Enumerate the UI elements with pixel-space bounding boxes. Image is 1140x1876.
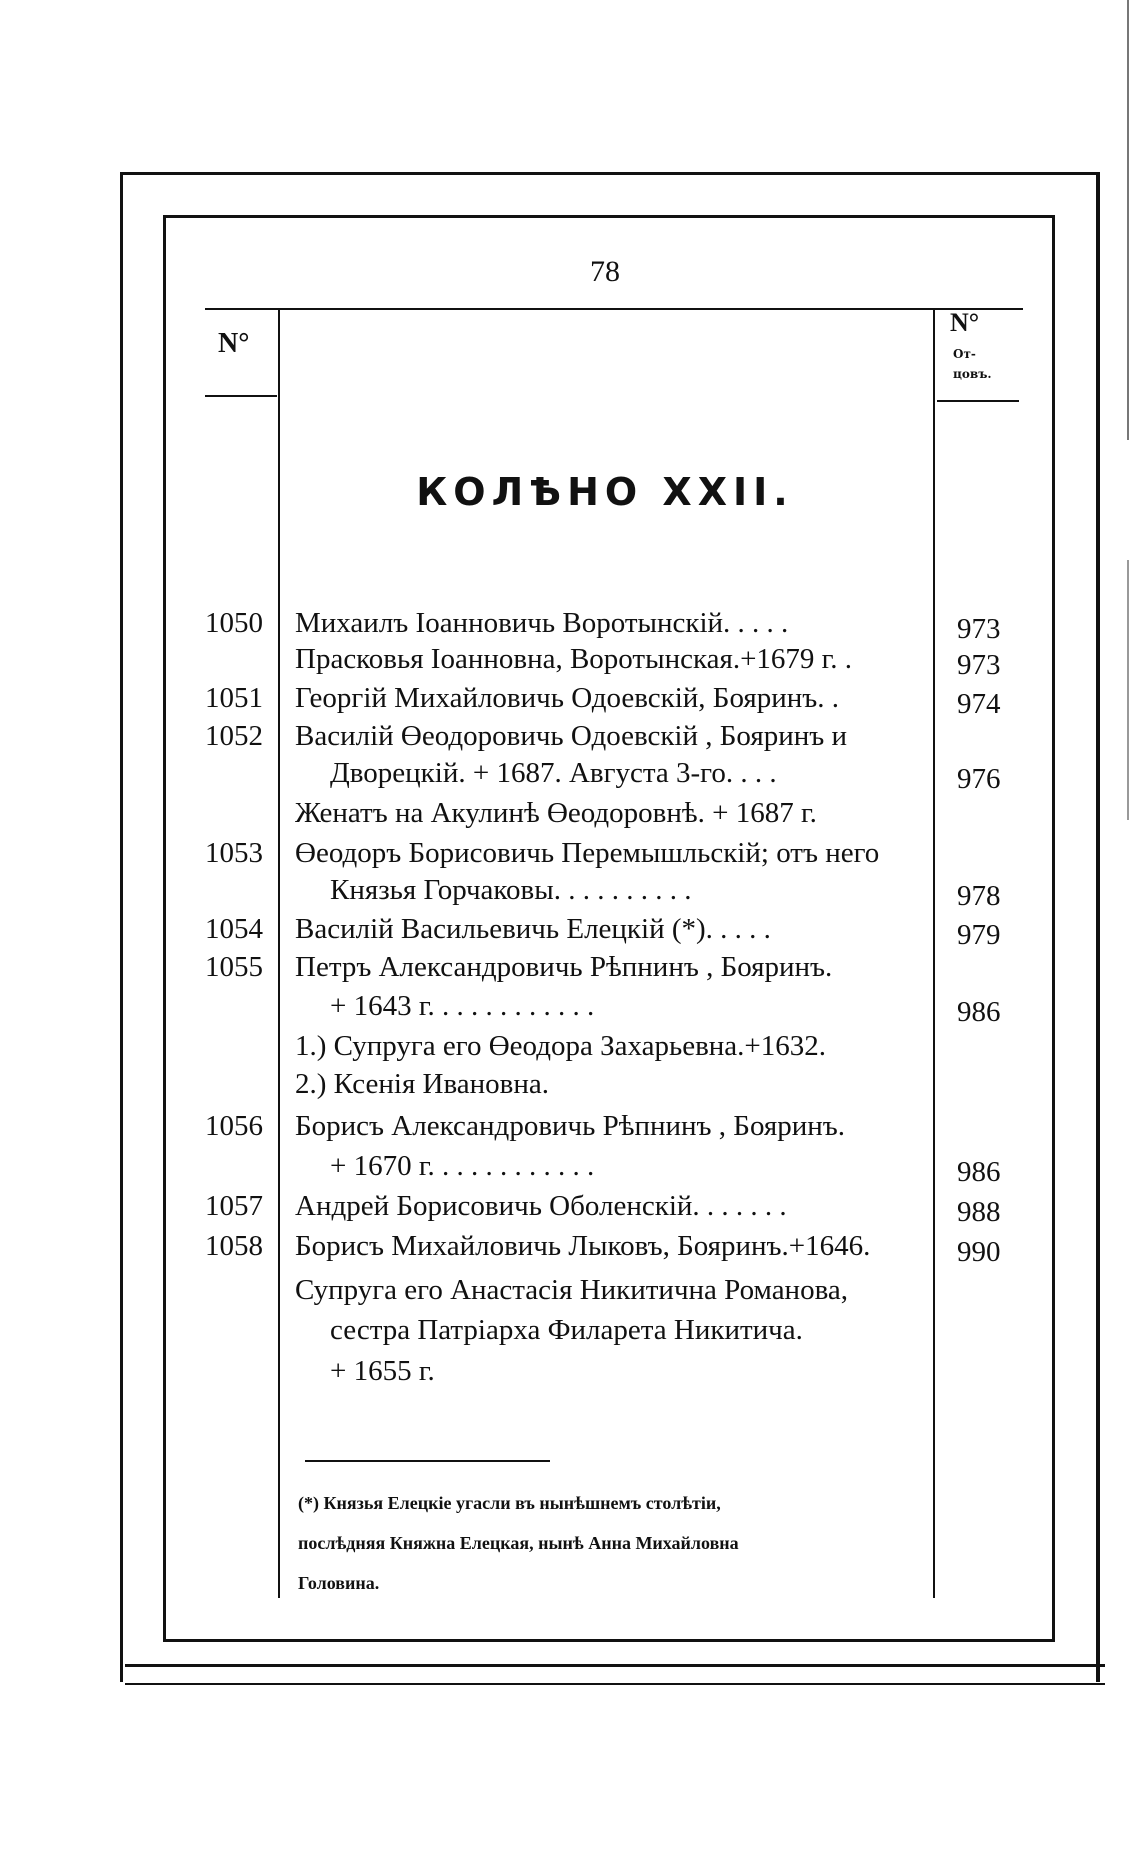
entry-number: 1058: [205, 1230, 263, 1262]
entry-text: Андрей Борисовичь Оболенскій. . . . . . .: [295, 1190, 787, 1222]
header-number-label: N°: [218, 328, 250, 359]
entry-number: 1052: [205, 720, 263, 752]
section-title: КОЛѢНО XXII.: [416, 470, 794, 514]
entry-text: + 1643 г. . . . . . . . . . . .: [330, 990, 595, 1022]
entry-text: Борисъ Александровичь Рѣпнинъ , Бояринъ.: [295, 1110, 846, 1142]
entry-row: [0, 797, 1140, 839]
entry-row: [0, 1068, 1140, 1110]
entry-father-ref: 976: [957, 763, 1001, 795]
footnote-line: Головина.: [298, 1573, 380, 1593]
bottom-rule: [125, 1664, 1105, 1667]
entry-father-ref: 986: [957, 996, 1001, 1028]
entry-row: [0, 1190, 1140, 1232]
entry-father-ref: 974: [957, 688, 1001, 720]
entry-number: 1057: [205, 1190, 263, 1222]
entry-row: [0, 990, 1140, 1032]
entry-father-ref: 973: [957, 613, 1001, 645]
page-number: 78: [590, 255, 620, 288]
entry-row: [0, 951, 1140, 993]
entry-father-ref: 978: [957, 880, 1001, 912]
entry-row: [0, 1150, 1140, 1192]
entry-number: 1051: [205, 682, 263, 714]
footnote-line: послѣдняя Княжна Елецкая, нынѣ Анна Михайловна: [298, 1533, 739, 1553]
bottom-rule-2: [125, 1683, 1105, 1685]
entry-father-ref: 973: [957, 649, 1001, 681]
entry-text: Василій Өеодоровичь Одоевскій , Бояринъ и: [295, 720, 848, 752]
entry-text: Михаилъ Іоанновичь Воротынскій. . . . .: [295, 607, 789, 639]
entry-text: Прасковья Іоанновна, Воротынская.+1679 г. .: [295, 643, 853, 675]
entry-text: сестра Патріарха Филарета Никитича.: [330, 1314, 803, 1346]
entry-row: [0, 874, 1140, 916]
entry-row: [0, 913, 1140, 955]
entry-text: + 1655 г.: [330, 1355, 435, 1387]
entry-row: [0, 1230, 1140, 1272]
entry-text: Князья Горчаковы. . . . . . . . . .: [330, 874, 692, 906]
entry-row: [0, 757, 1140, 799]
entry-number: 1053: [205, 837, 263, 869]
entry-text: Супруга его Анастасія Никитична Романова,: [295, 1274, 849, 1306]
entry-text: Василій Васильевичь Елецкій (*). . . . .: [295, 913, 771, 945]
entry-row: [0, 1355, 1140, 1397]
entry-text: 2.) Ксенія Ивановна.: [295, 1068, 550, 1100]
entry-text: Дворецкій. + 1687. Августа 3-го. . . .: [330, 757, 777, 789]
footnote-line: (*) Князья Елецкіе угасли въ нынѣшнемъ столѣтіи,: [298, 1493, 721, 1513]
footnote: [298, 1483, 928, 1603]
entry-father-ref: 986: [957, 1156, 1001, 1188]
entry-text: 1.) Супруга его Өеодора Захарьевна.+1632.: [295, 1030, 827, 1062]
entry-number: 1056: [205, 1110, 263, 1142]
header-underline-left: [205, 395, 277, 397]
header-fathers-sublabel: От- цовъ.: [953, 347, 992, 381]
header-father-number-label: N°: [950, 308, 980, 337]
entry-text: Борисъ Михайловичь Лыковъ, Бояринъ.+1646.: [295, 1230, 871, 1262]
entry-row: [0, 720, 1140, 762]
header-rule: [205, 308, 1023, 310]
entry-row: [0, 1030, 1140, 1072]
entry-number: 1054: [205, 913, 263, 945]
footnote-rule: [305, 1460, 550, 1462]
entry-number: 1055: [205, 951, 263, 983]
entry-father-ref: 979: [957, 919, 1001, 951]
entry-number: 1050: [205, 607, 263, 639]
entry-father-ref: 988: [957, 1196, 1001, 1228]
entry-row: [0, 1314, 1140, 1356]
entry-text: + 1670 г. . . . . . . . . . . .: [330, 1150, 595, 1182]
entry-row: [0, 682, 1140, 724]
entry-text: Георгій Михайловичь Одоевскій, Бояринъ. .: [295, 682, 840, 714]
scan-edge-line: [1127, 0, 1129, 440]
entry-row: [0, 1110, 1140, 1152]
entry-text: Өеодоръ Борисовичь Перемышльскій; отъ него: [295, 837, 880, 869]
entry-text: Петръ Александровичь Рѣпнинъ , Бояринъ.: [295, 951, 833, 983]
entry-father-ref: 990: [957, 1236, 1001, 1268]
entry-row: [0, 643, 1140, 685]
entry-text: Женатъ на Акулинѣ Өеодоровнѣ. + 1687 г.: [295, 797, 817, 829]
entry-row: [0, 1274, 1140, 1316]
entry-row: [0, 837, 1140, 879]
header-underline-right: [937, 400, 1019, 402]
